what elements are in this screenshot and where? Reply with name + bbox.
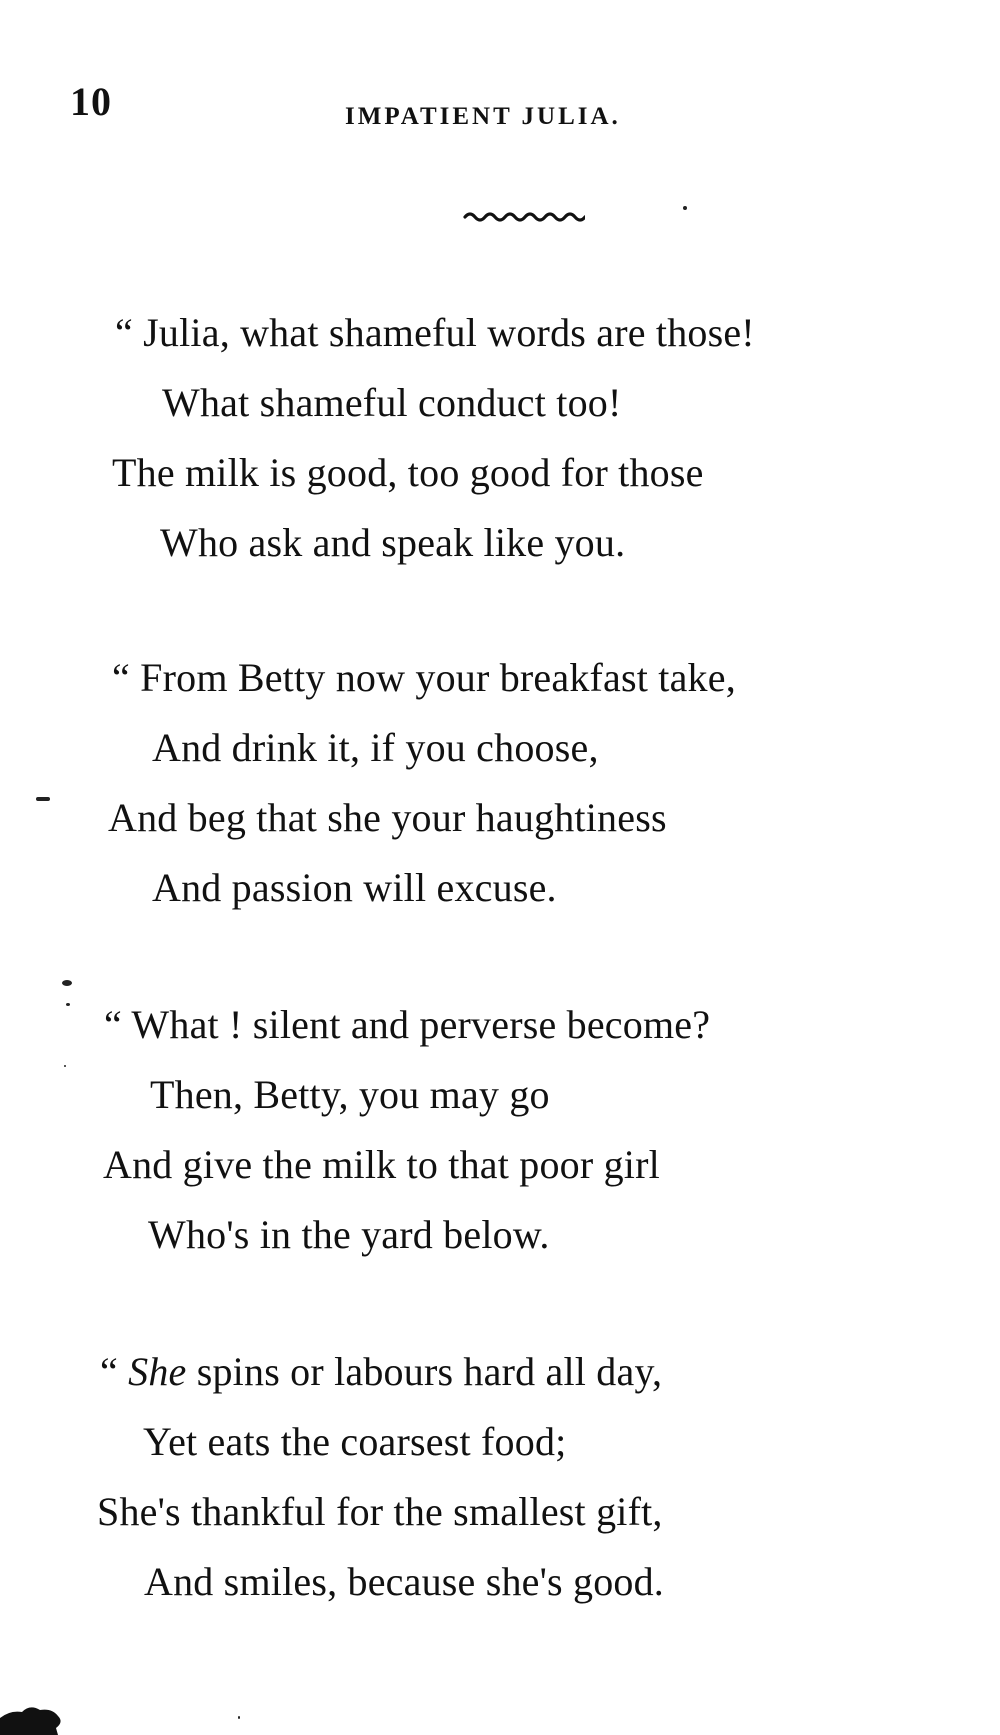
stanza-1-line-1: “ Julia, what shameful words are those! [115,310,755,355]
opening-quote: “ [100,1349,129,1394]
stanza-1-line-3: The milk is good, too good for those [112,450,704,495]
stanza-3-line-2: Then, Betty, you may go [150,1072,550,1117]
stanza-2-line-3: And beg that she your haughtiness [108,795,667,840]
ink-blot-icon [0,1700,64,1735]
scan-speck [238,1716,240,1719]
wavy-ornament-icon [463,210,585,224]
scan-speck [683,206,687,210]
stanza-2-line-1: “ From Betty now your breakfast take, [112,655,736,700]
stanza-1-line-2: What shameful conduct too! [162,380,622,425]
scan-speck [62,980,72,986]
stanza-4-line-4: And smiles, because she's good. [144,1559,664,1604]
stanza-4-line-2: Yet eats the coarsest food; [143,1419,567,1464]
stanza-3-line-4: Who's in the yard below. [148,1212,550,1257]
stanza-2-line-2: And drink it, if you choose, [152,725,599,770]
line-rest: spins or labours hard all day, [186,1349,663,1394]
running-title: IMPATIENT JULIA. [345,103,621,130]
scan-speck [64,1065,66,1067]
scan-speck [66,1003,70,1006]
scan-speck [36,797,50,801]
emphasis-she: She [128,1349,187,1394]
stanza-4-line-1 [100,1349,663,1394]
stanza-3-line-1: “ What ! silent and perverse become? [104,1002,711,1047]
page-number: 10 [70,79,112,124]
stanza-4-line-3: She's thankful for the smallest gift, [97,1489,663,1534]
stanza-2-line-4: And passion will excuse. [152,865,557,910]
stanza-3-line-3: And give the milk to that poor girl [103,1142,660,1187]
stanza-1-line-4: Who ask and speak like you. [160,520,626,565]
